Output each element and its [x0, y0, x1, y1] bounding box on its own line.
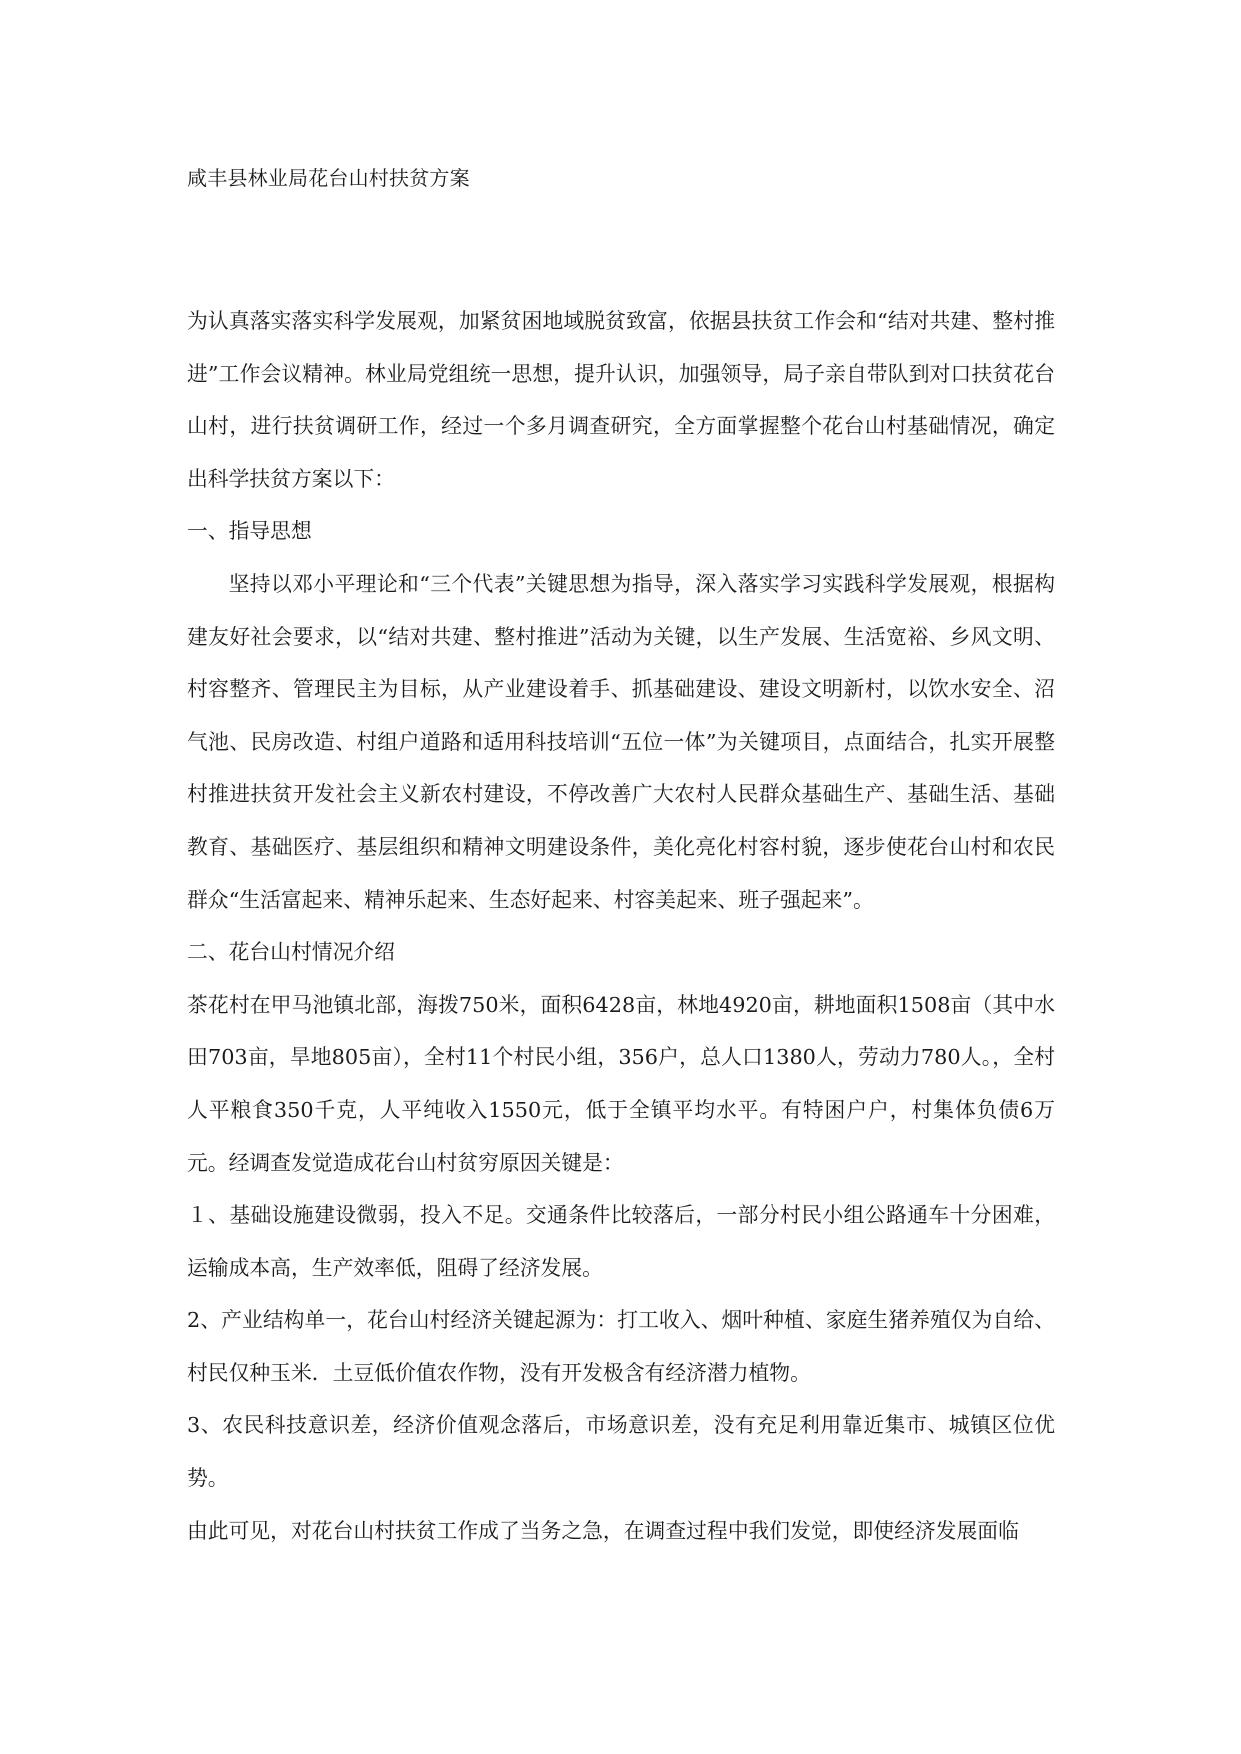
- conclusion-paragraph: 由此可见，对花台山村扶贫工作成了当务之急，在调查过程中我们发觉，即使经济发展面临: [187, 1518, 1019, 1543]
- intro-paragraph: 为认真落实落实科学发展观，加紧贫困地域脱贫致富，依据县扶贫工作会和“结对共建、整村推进”工作会议精神。林业局党组统一思想，提升认识，加强领导，局子亲自带队到对口扶贫花台山村，进行扶贫调研工作，经过一个多月调查研究，全方面掌握整个花台山村基础情况，确定出科学扶贫方案以下：: [187, 309, 1055, 491]
- village-overview-paragraph: 茶花村在甲马池镇北部，海拨750米，面积6428亩，林地4920亩，耕地面积1508亩（其中水田703亩，旱地805亩），全村11个村民小组，356户，总人口1380人，劳动力780人。，全村人平粮食350千克，人平纯收入1550元，低于全镇平均水平。有特困户户，村集体负债6万元。经调查发觉造成花台山村贫穷原因关键是：: [187, 992, 1055, 1175]
- section-heading-village-overview: 二、花台山村情况介绍: [187, 940, 395, 965]
- cause-item-1: １、基础设施建设微弱，投入不足。交通条件比较落后，一部分村民小组公路通车十分困难，运输成本高，生产效率低，阻碍了经济发展。: [187, 1203, 1055, 1280]
- cause-item-2: 2、产业结构单一，花台山村经济关键起源为：打工收入、烟叶种植、家庭生猪养殖仅为自给、村民仅种玉米．土豆低价值农作物，没有开发极含有经济潜力植物。: [187, 1308, 1055, 1385]
- section-heading-guiding-ideology: 一、指导思想: [187, 519, 312, 544]
- document-body: [187, 295, 1055, 1557]
- document-title: 咸丰县林业局花台山村扶贫方案: [187, 166, 470, 190]
- guiding-ideology-paragraph: 坚持以邓小平理论和“三个代表”关键思想为指导，深入落实学习实践科学发展观，根据构建友好社会要求，以“结对共建、整村推进”活动为关键，以生产发展、生活宽裕、乡风文明、村容整齐、管理民主为目标，从产业建设着手、抓基础建设、建设文明新村，以饮水安全、沼气池、民房改造、村组户道路和适用科技培训“五位一体”为关键项目，点面结合，扎实开展整村推进扶贫开发社会主义新农村建设，不停改善广大农村人民群众基础生产、基础生活、基础教育、基础医疗、基层组织和精神文明建设条件，美化亮化村容村貌，逐步使花台山村和农民群众“生活富起来、精神乐起来、生态好起来、村容美起来、班子强起来”。: [187, 571, 1055, 912]
- cause-item-3: 3、农民科技意识差，经济价值观念落后，市场意识差，没有充足利用靠近集市、城镇区位优势。: [187, 1413, 1055, 1491]
